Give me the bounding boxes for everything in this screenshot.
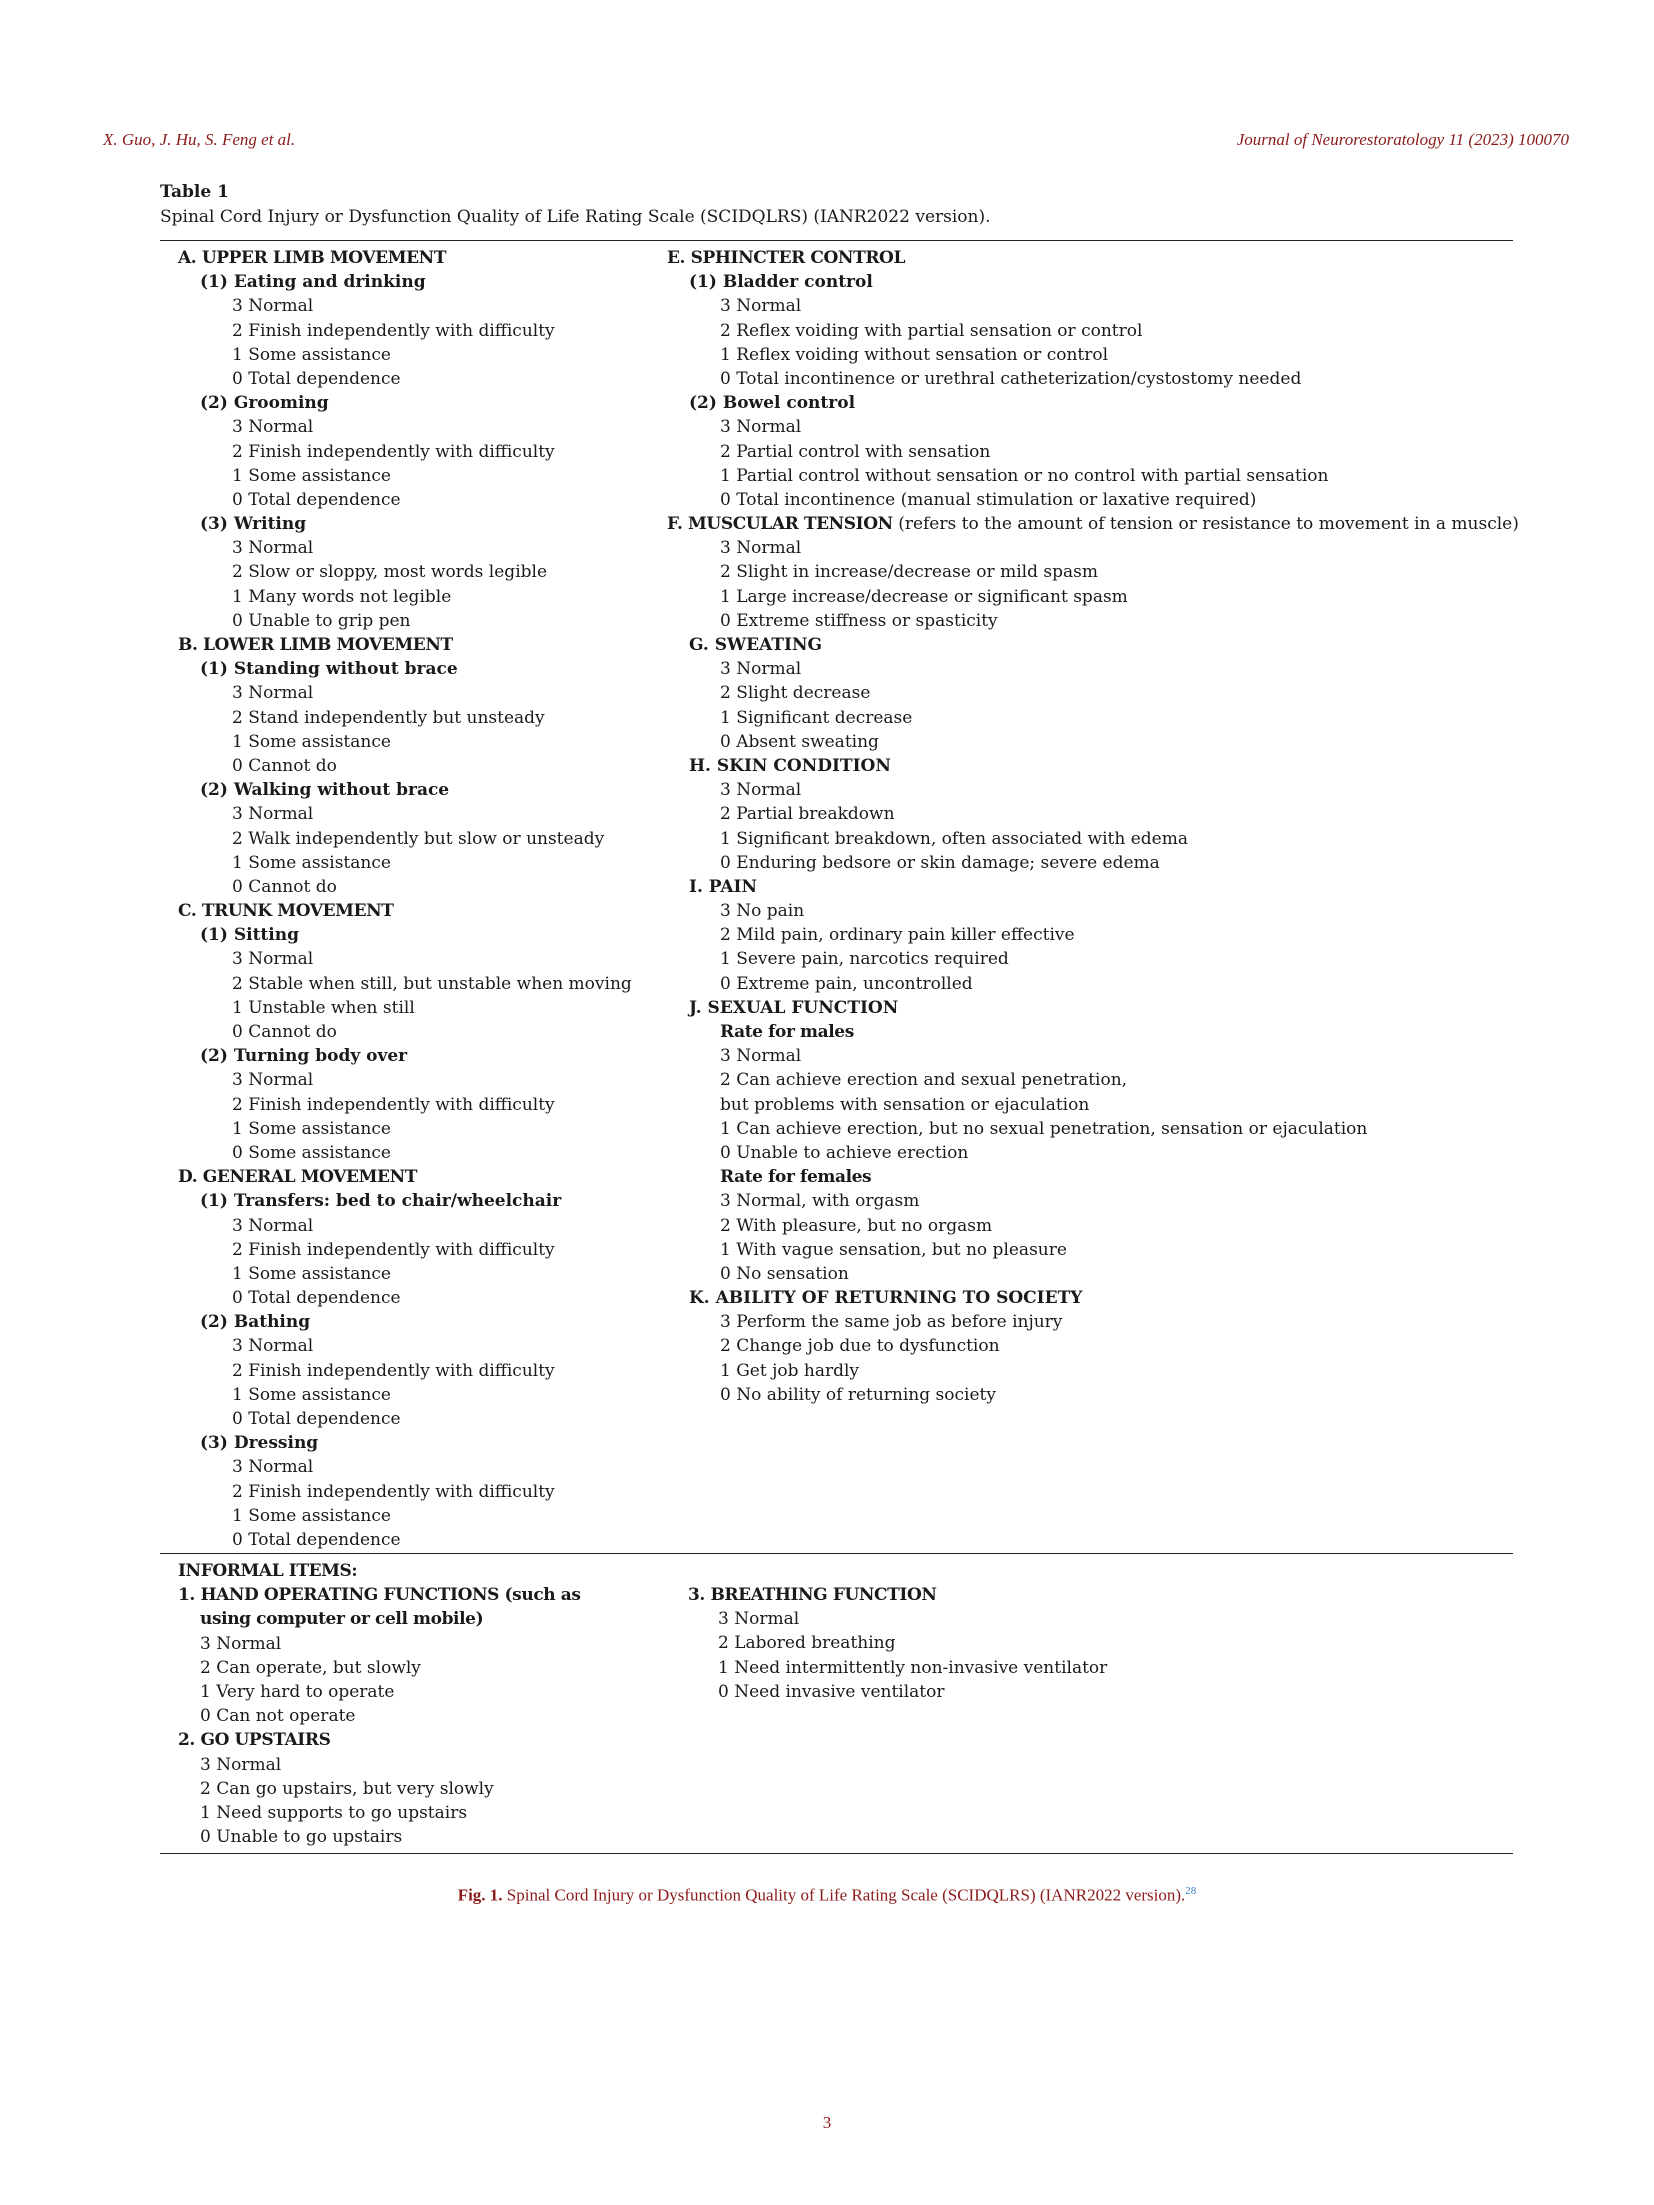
scale-line-opt <box>667 1214 1519 1238</box>
scale-line-opt <box>178 1407 632 1431</box>
scale-line-opt <box>178 1238 632 1262</box>
scale-line-opt <box>178 875 632 899</box>
scale-text: 0 Total incontinence or urethral catheterization/cystostomy needed <box>720 368 1302 389</box>
scale-line-opt <box>178 560 632 584</box>
scale-line-opt <box>667 1093 1519 1117</box>
scale-text: 0 No sensation <box>720 1263 849 1284</box>
scale-text: (1) Bladder control <box>689 272 873 293</box>
scale-text: 1 Reflex voiding without sensation or control <box>720 344 1109 365</box>
scale-line-opt <box>178 536 632 560</box>
scale-line-sub <box>178 512 632 536</box>
scale-text: 1 Some assistance <box>232 465 391 486</box>
scale-line-opt <box>178 996 632 1020</box>
scale-text: 2 Stable when still, but unstable when moving <box>232 973 632 994</box>
scale-text: 1 Need intermittently non-invasive ventilator <box>718 1657 1108 1678</box>
scale-line-sub <box>178 657 632 681</box>
scale-line-opt <box>178 1825 581 1849</box>
scale-line-opt <box>667 488 1519 512</box>
scale-text: 3 Normal <box>232 1070 314 1091</box>
informal-left-column <box>178 1559 581 1849</box>
scale-text: 2 With pleasure, but no orgasm <box>720 1215 993 1236</box>
scale-line-optb <box>667 1020 1519 1044</box>
scale-line-opt <box>667 464 1519 488</box>
scale-text: 0 Cannot do <box>232 755 337 776</box>
scale-text: 1 With vague sensation, but no pleasure <box>720 1239 1067 1260</box>
scale-text: 1 Some assistance <box>232 1384 391 1405</box>
scale-line-opt <box>178 1286 632 1310</box>
scale-text: 0 Cannot do <box>232 876 337 897</box>
scale-line-sub <box>178 1310 632 1334</box>
scale-line-opt <box>667 827 1519 851</box>
scale-line-opt <box>178 294 632 318</box>
scale-text: 3 Perform the same job as before injury <box>720 1312 1063 1333</box>
scale-line-sub <box>178 923 632 947</box>
scale-text: Rate for females <box>720 1167 872 1188</box>
scale-text: F. MUSCULAR TENSION <box>667 514 893 535</box>
scale-line-opt <box>667 1117 1519 1141</box>
scale-text: 3 Normal <box>720 538 802 559</box>
scale-line-opt <box>667 1359 1519 1383</box>
scale-line-opt <box>667 1044 1519 1068</box>
scale-line-opt <box>178 1068 632 1092</box>
scale-text: (3) Writing <box>200 514 307 535</box>
scale-line-sec <box>178 1728 581 1752</box>
scale-text: 2 Finish independently with difficulty <box>232 1481 555 1502</box>
scale-text: 0 Total dependence <box>232 489 401 510</box>
scale-line-opt <box>178 1801 581 1825</box>
scale-line-opt <box>667 778 1519 802</box>
scale-line-opt <box>667 367 1519 391</box>
scale-line-opt <box>667 415 1519 439</box>
scale-line-sub <box>667 391 1519 415</box>
scale-text: 0 Unable to grip pen <box>232 610 411 631</box>
scale-text: I. PAIN <box>689 876 758 897</box>
scale-text: (1) Eating and drinking <box>200 272 426 293</box>
scale-text: 3 Normal <box>720 780 802 801</box>
citation-link[interactable]: 28 <box>1185 1885 1197 1897</box>
scale-text: 1 Partial control without sensation or no control with partial sensation <box>720 465 1329 486</box>
scale-text: 2 Partial control with sensation <box>720 441 991 462</box>
scale-line-sub <box>178 1044 632 1068</box>
scale-line-opt <box>178 1753 581 1777</box>
scale-text: 2 Finish independently with difficulty <box>232 1239 555 1260</box>
scale-line-sub <box>667 1286 1519 1310</box>
scale-line-opt <box>178 1020 632 1044</box>
scale-line-opt <box>178 464 632 488</box>
scale-text: 1 Some assistance <box>232 1505 391 1526</box>
scale-line-opt <box>178 1632 581 1656</box>
scale-line-opt <box>178 343 632 367</box>
scale-text: 2 Can achieve erection and sexual penetration, <box>720 1070 1128 1091</box>
scale-line-opt <box>667 1310 1519 1334</box>
scale-line-opt <box>178 730 632 754</box>
scale-text: 0 Unable to achieve erection <box>720 1142 969 1163</box>
scale-text: A. UPPER LIMB MOVEMENT <box>178 248 447 268</box>
scale-text: 3 Normal <box>232 1215 314 1236</box>
scale-text: 1 Get job hardly <box>720 1360 860 1381</box>
scale-line-opt <box>667 706 1519 730</box>
scale-text: 2 Finish independently with difficulty <box>232 320 555 341</box>
scale-text: 1 Severe pain, narcotics required <box>720 949 1009 970</box>
table-bottom-rule <box>160 1853 1513 1854</box>
scale-text: 2 Partial breakdown <box>720 804 895 825</box>
scale-line-opt <box>667 657 1519 681</box>
scale-line-sec <box>178 1165 632 1189</box>
scale-line-opt <box>178 1656 581 1680</box>
scale-text: 2. GO UPSTAIRS <box>178 1730 331 1751</box>
scale-line-opt <box>688 1656 1107 1680</box>
scale-text: 2 Finish independently with difficulty <box>232 441 555 462</box>
scale-text: 0 No ability of returning society <box>720 1384 996 1405</box>
scale-text: 1 Some assistance <box>232 344 391 365</box>
scale-note: (refers to the amount of tension or resistance to movement in a muscle) <box>892 514 1519 535</box>
scale-text: 3 Normal, with orgasm <box>720 1191 920 1212</box>
scale-line-sub <box>667 270 1519 294</box>
scale-text: (2) Grooming <box>200 393 329 414</box>
scale-line-sec <box>178 633 632 657</box>
scale-line-opt <box>178 488 632 512</box>
scale-text: (1) Standing without brace <box>200 659 458 680</box>
scale-line-opt <box>178 609 632 633</box>
scale-text: 1 Some assistance <box>232 1263 391 1284</box>
scale-text: 3 Normal <box>232 1457 314 1478</box>
left-column <box>178 246 632 1552</box>
scale-line-sec <box>178 1559 581 1583</box>
scale-text: 3 Normal <box>232 1336 314 1357</box>
scale-text: 0 Need invasive ventilator <box>718 1681 945 1702</box>
scale-line-opt <box>178 1704 581 1728</box>
scale-line-opt <box>178 827 632 851</box>
scale-text: 0 Cannot do <box>232 1022 337 1042</box>
scale-text: J. SEXUAL FUNCTION <box>689 997 899 1018</box>
scale-text: (2) Turning body over <box>200 1046 408 1067</box>
scale-line-opt <box>178 802 632 826</box>
scale-line-opt <box>178 1093 632 1117</box>
scale-text: using computer or cell mobile) <box>200 1609 484 1630</box>
scale-line-sec <box>178 899 632 923</box>
scale-text: 1 Some assistance <box>232 731 391 752</box>
informal-right-column <box>688 1583 1107 1704</box>
scale-line-opt <box>178 1455 632 1479</box>
scale-text: INFORMAL ITEMS: <box>178 1561 358 1581</box>
scale-text: 0 Total dependence <box>232 1529 401 1550</box>
scale-line-opt <box>178 585 632 609</box>
scale-line-opt <box>178 1359 632 1383</box>
scale-text: (1) Sitting <box>200 925 299 946</box>
scale-line-opt <box>667 319 1519 343</box>
scale-text: D. GENERAL MOVEMENT <box>178 1167 417 1188</box>
scale-line-opt <box>178 972 632 996</box>
scale-line-sec2 <box>178 1607 581 1631</box>
scale-text: 3 Normal <box>232 683 314 704</box>
table-caption: Spinal Cord Injury or Dysfunction Quality of Life Rating Scale (SCIDQLRS) (IANR2022 version). <box>160 207 991 227</box>
scale-line-opt <box>667 1238 1519 1262</box>
scale-line-opt <box>178 1141 632 1165</box>
scale-line-opt <box>667 536 1519 560</box>
scale-line-sub <box>178 270 632 294</box>
scale-text: 3 No pain <box>720 901 805 922</box>
scale-line-opt <box>178 1117 632 1141</box>
scale-text: 1 Can achieve erection, but no sexual penetration, sensation or ejaculation <box>720 1118 1368 1139</box>
scale-line-opt <box>178 754 632 778</box>
scale-text: C. TRUNK MOVEMENT <box>178 901 394 922</box>
scale-line-sec <box>178 1583 581 1607</box>
scale-text: 2 Can operate, but slowly <box>200 1657 421 1678</box>
scale-text: Rate for males <box>720 1022 854 1042</box>
scale-text: 2 Slight in increase/decrease or mild spasm <box>720 562 1098 583</box>
scale-line-opt <box>688 1680 1107 1704</box>
scale-text: 0 Extreme stiffness or spasticity <box>720 610 998 631</box>
figure-caption-text: Spinal Cord Injury or Dysfunction Quality of Life Rating Scale (SCIDQLRS) (IANR2022 version). <box>506 1885 1186 1905</box>
scale-line-sub <box>178 778 632 802</box>
scale-line-opt <box>667 947 1519 971</box>
scale-text: 2 Change job due to dysfunction <box>720 1336 1000 1357</box>
scale-text: 1 Unstable when still <box>232 997 415 1018</box>
scale-line-sec <box>178 246 632 270</box>
scale-text: 3 Normal <box>232 417 314 438</box>
scale-line-opt <box>178 415 632 439</box>
scale-line-opt <box>667 1068 1519 1092</box>
scale-text: 2 Reflex voiding with partial sensation or control <box>720 320 1143 341</box>
figure-label: Fig. 1. <box>457 1885 503 1905</box>
scale-line-opt <box>178 367 632 391</box>
scale-text: (2) Walking without brace <box>200 780 450 801</box>
scale-line-opt <box>667 1383 1519 1407</box>
scale-text: 1. HAND OPERATING FUNCTIONS (such as <box>178 1585 581 1606</box>
scale-text: 2 Finish independently with difficulty <box>232 1094 555 1115</box>
scale-text: (2) Bowel control <box>689 393 856 414</box>
scale-text: 3 Normal <box>232 538 314 559</box>
scale-line-opt <box>667 609 1519 633</box>
page-number: 3 <box>822 2113 832 2132</box>
scale-line-opt <box>178 681 632 705</box>
scale-line-sub <box>667 754 1519 778</box>
scale-line-opt <box>178 440 632 464</box>
scale-line-opt <box>178 851 632 875</box>
scale-line-opt <box>667 972 1519 996</box>
scale-line-opt <box>178 1680 581 1704</box>
scale-text: 2 Walk independently but slow or unsteady <box>232 828 605 849</box>
scale-text: 2 Finish independently with difficulty <box>232 1360 555 1381</box>
scale-line-opt <box>667 681 1519 705</box>
scale-text: 0 Extreme pain, uncontrolled <box>720 973 973 994</box>
scale-text: 2 Mild pain, ordinary pain killer effective <box>720 925 1075 946</box>
scale-text: 1 Many words not legible <box>232 586 452 607</box>
scale-line-opt <box>667 802 1519 826</box>
scale-text: 0 Some assistance <box>232 1142 391 1163</box>
scale-line-opt <box>667 730 1519 754</box>
scale-text: 3 Normal <box>720 659 802 680</box>
scale-line-opt <box>688 1607 1107 1631</box>
scale-text: 0 Total dependence <box>232 368 401 389</box>
scale-line-sub <box>178 1431 632 1455</box>
scale-text: but problems with sensation or ejaculation <box>720 1094 1090 1115</box>
right-column <box>667 246 1519 1407</box>
scale-text: 0 Can not operate <box>200 1706 356 1727</box>
scale-text: 1 Large increase/decrease or significant spasm <box>720 586 1128 607</box>
scale-text: 1 Very hard to operate <box>200 1681 395 1702</box>
running-header-journal: Journal of Neurorestoratology 11 (2023) 100070 <box>1236 130 1569 149</box>
figure-caption <box>0 1885 1654 1906</box>
scale-line-opt <box>667 851 1519 875</box>
scale-text: 3 Normal <box>232 949 314 970</box>
scale-text: 1 Some assistance <box>232 1118 391 1139</box>
scale-line-sec <box>667 512 1519 536</box>
scale-text: 2 Stand independently but unsteady <box>232 707 545 728</box>
scale-text: 0 Enduring bedsore or skin damage; severe edema <box>720 852 1160 873</box>
scale-text: E. SPHINCTER CONTROL <box>667 248 906 268</box>
scale-line-opt <box>178 947 632 971</box>
scale-line-opt <box>667 1141 1519 1165</box>
scale-text: (1) Transfers: bed to chair/wheelchair <box>200 1191 562 1212</box>
scale-line-sub <box>178 1189 632 1213</box>
scale-line-opt <box>178 706 632 730</box>
scale-line-opt <box>667 294 1519 318</box>
scale-text: 3 Normal <box>200 1633 282 1654</box>
table-top-rule <box>160 240 1513 241</box>
scale-line-opt <box>178 1383 632 1407</box>
scale-line-opt <box>178 319 632 343</box>
scale-line-opt <box>667 560 1519 584</box>
scale-line-opt <box>667 1262 1519 1286</box>
scale-line-opt <box>178 1777 581 1801</box>
scale-text: 3 Normal <box>718 1609 800 1630</box>
table-mid-rule <box>160 1553 1513 1554</box>
scale-text: 3 Normal <box>232 296 314 317</box>
scale-line-opt <box>178 1214 632 1238</box>
scale-line-sub <box>667 633 1519 657</box>
scale-text: 2 Slow or sloppy, most words legible <box>232 562 548 583</box>
scale-line-sub <box>667 996 1519 1020</box>
scale-text: 3 Normal <box>232 804 314 825</box>
scale-text: 0 Total dependence <box>232 1288 401 1309</box>
scale-line-opt <box>667 440 1519 464</box>
scale-text: (3) Dressing <box>200 1433 319 1454</box>
scale-line-opt <box>667 923 1519 947</box>
scale-line-sec <box>688 1583 1107 1607</box>
running-header-authors: X. Guo, J. Hu, S. Feng et al. <box>103 130 296 149</box>
scale-text: 3 Normal <box>720 1046 802 1067</box>
scale-line-opt <box>178 1480 632 1504</box>
scale-line-opt <box>667 1189 1519 1213</box>
scale-line-sub <box>178 391 632 415</box>
scale-text: 3 Normal <box>720 296 802 317</box>
scale-text: 1 Some assistance <box>232 852 391 873</box>
scale-line-sec <box>667 246 1519 270</box>
table-label: Table 1 <box>160 182 229 202</box>
scale-text: 1 Significant decrease <box>720 707 913 728</box>
scale-line-opt <box>178 1528 632 1552</box>
scale-line-opt <box>667 585 1519 609</box>
scale-text: 2 Can go upstairs, but very slowly <box>200 1778 494 1799</box>
scale-line-optb <box>667 1165 1519 1189</box>
scale-text: 3. BREATHING FUNCTION <box>688 1585 937 1605</box>
scale-text: 0 Total incontinence (manual stimulation or laxative required) <box>720 489 1257 510</box>
scale-text: (2) Bathing <box>200 1312 311 1333</box>
scale-text: 0 Unable to go upstairs <box>200 1827 403 1848</box>
scale-line-opt <box>178 1334 632 1358</box>
scale-text: K. ABILITY OF RETURNING TO SOCIETY <box>689 1288 1083 1309</box>
scale-line-opt <box>667 899 1519 923</box>
scale-line-opt <box>688 1631 1107 1655</box>
scale-text: 2 Slight decrease <box>720 683 871 704</box>
scale-text: 1 Significant breakdown, often associated with edema <box>720 828 1188 849</box>
scale-line-opt <box>667 343 1519 367</box>
scale-line-opt <box>178 1262 632 1286</box>
scale-text: 0 Absent sweating <box>720 731 879 752</box>
scale-text: 3 Normal <box>720 417 802 438</box>
scale-text: 0 Total dependence <box>232 1409 401 1429</box>
scale-line-opt <box>178 1504 632 1528</box>
scale-text: G. SWEATING <box>689 635 822 655</box>
scale-text: H. SKIN CONDITION <box>689 755 891 776</box>
scale-line-opt <box>667 1334 1519 1358</box>
scale-text: 2 Labored breathing <box>718 1633 896 1654</box>
scale-text: 1 Need supports to go upstairs <box>200 1802 468 1823</box>
scale-text: 3 Normal <box>200 1754 282 1775</box>
scale-line-sub <box>667 875 1519 899</box>
scale-text: B. LOWER LIMB MOVEMENT <box>178 635 453 655</box>
